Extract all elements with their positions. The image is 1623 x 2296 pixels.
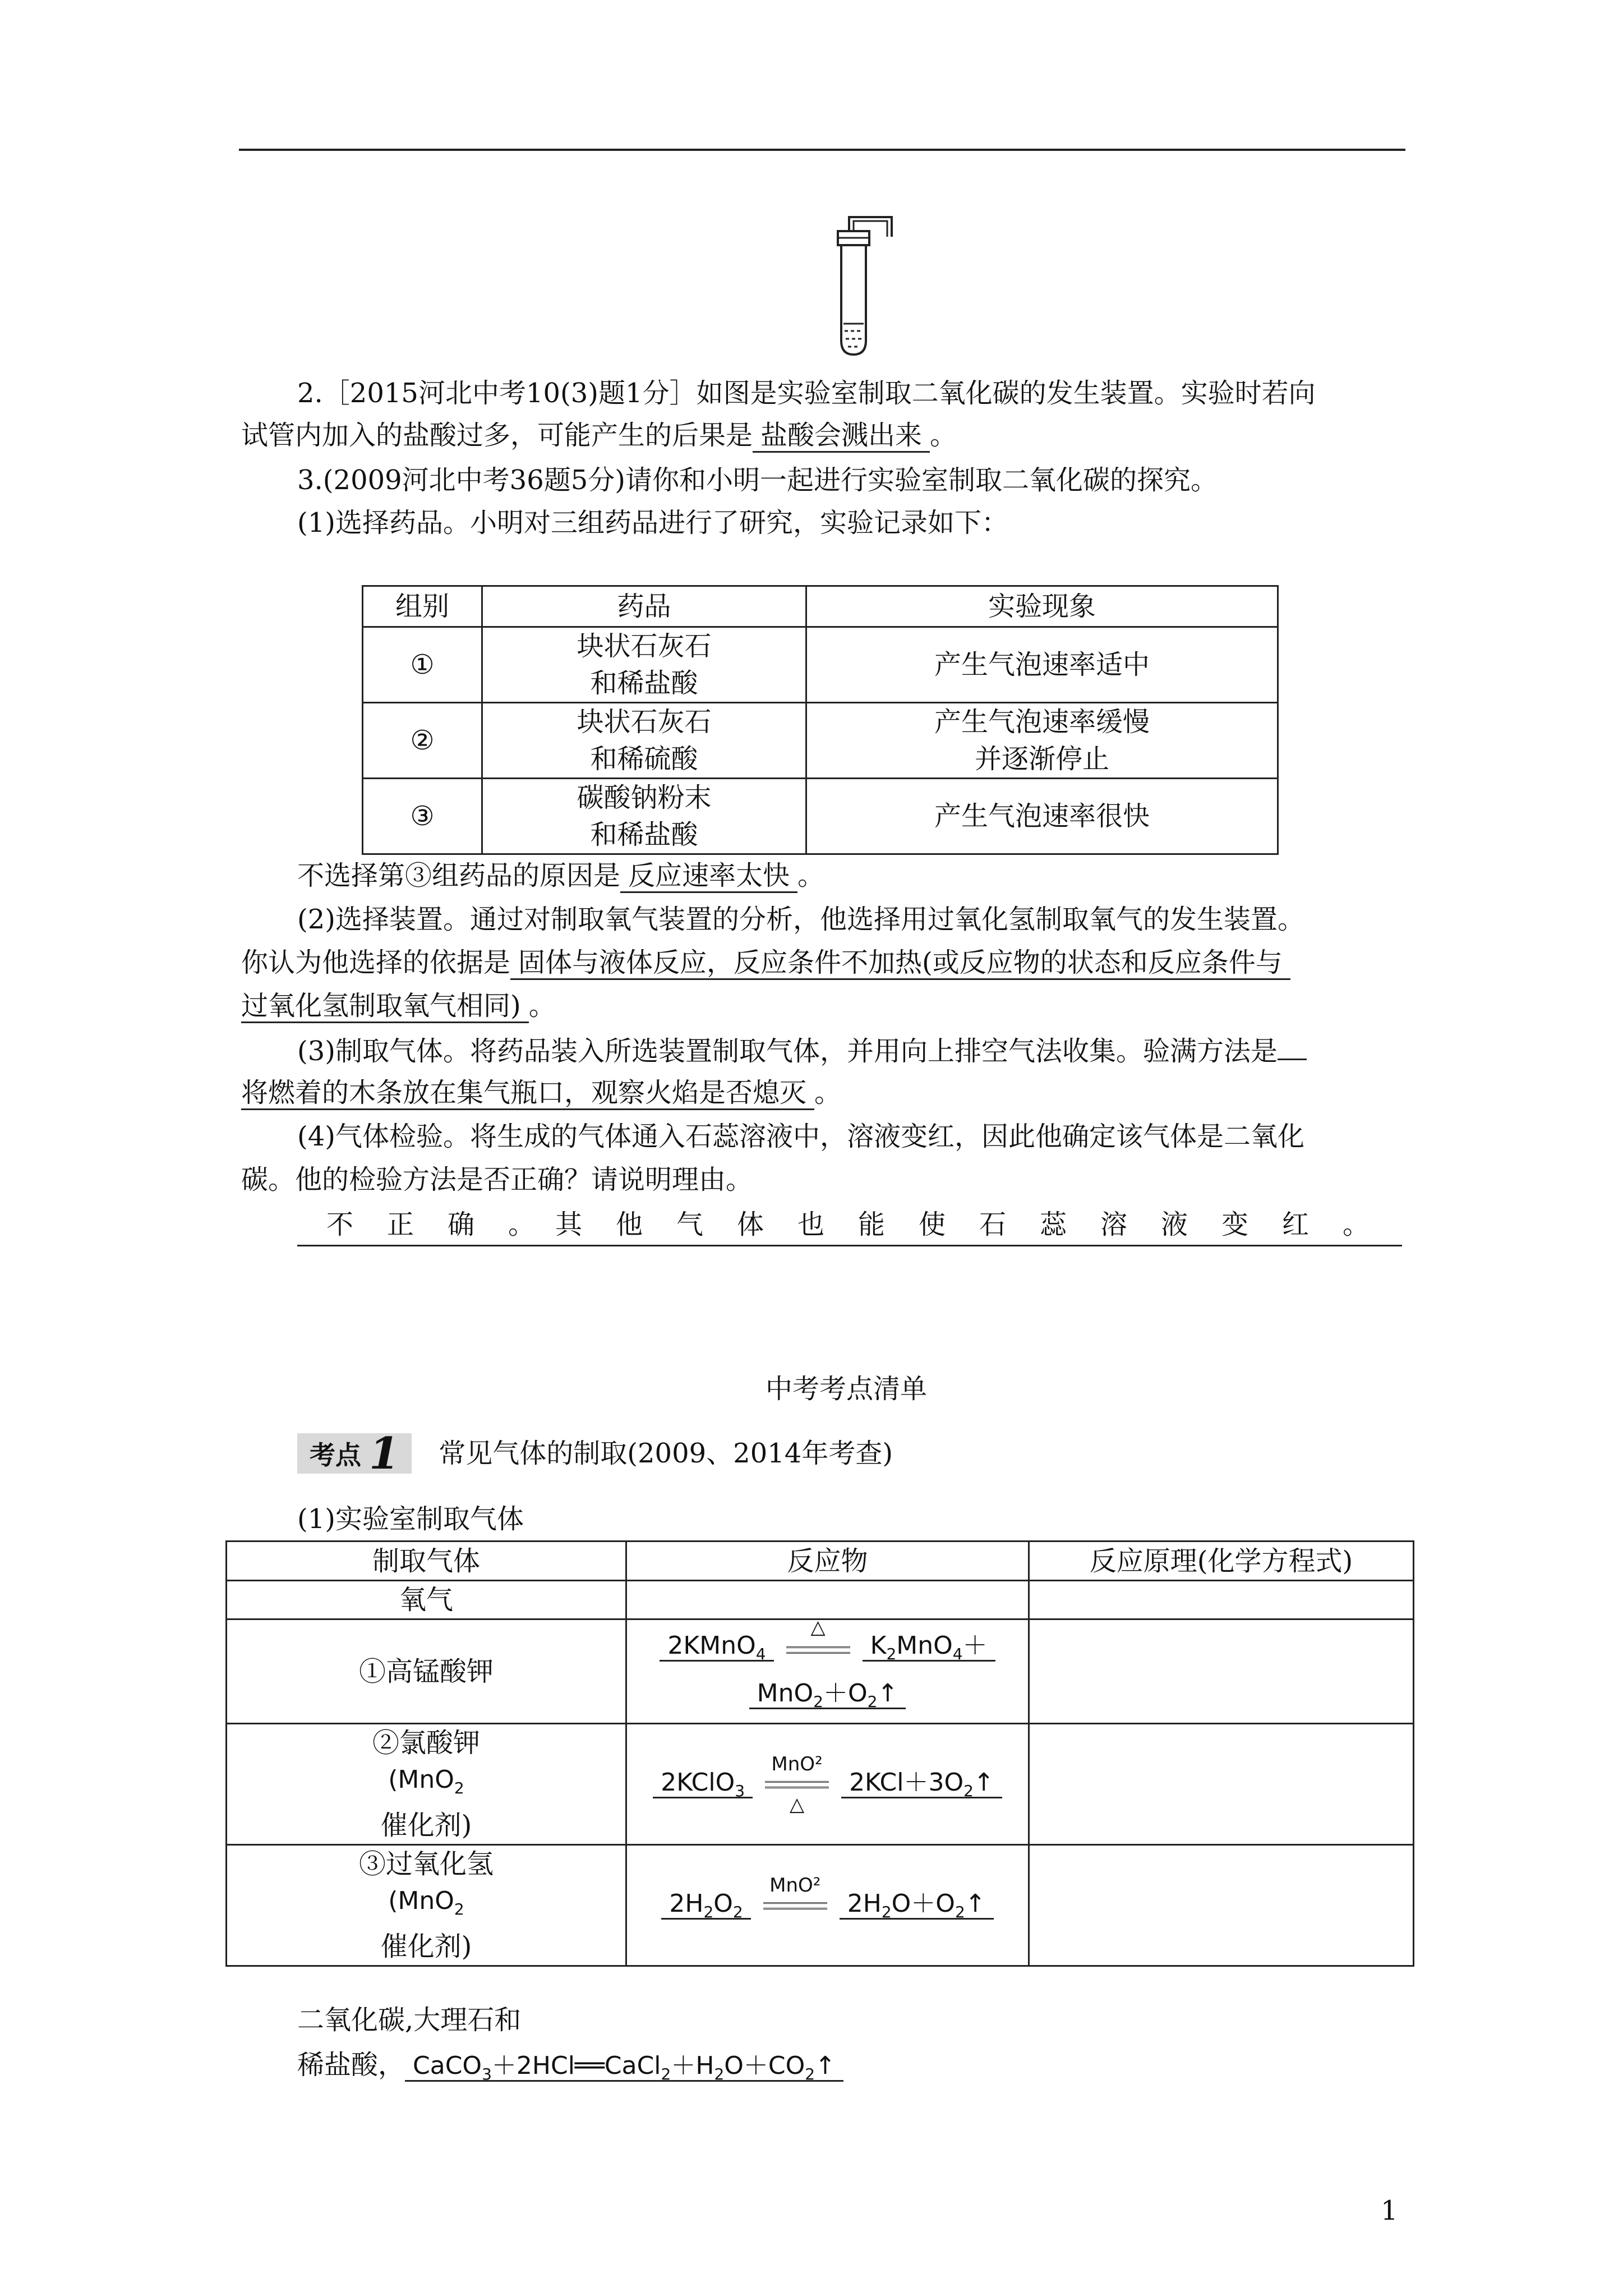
q2-line2 [241,415,957,455]
period: 。 [528,990,556,1022]
cell-drug [482,703,806,779]
section-title: 中考考点清单 [766,1373,928,1405]
eq-term: $2H_2O_2$ [661,1889,750,1920]
drug-line: 和稀盐酸 [590,668,698,699]
period: 。 [797,860,825,891]
gas-prep-table [225,1540,1414,1967]
obs-line: 产生气泡速率缓慢 [934,706,1150,738]
eq-term: $2H_2O+O_2↑$ [840,1889,994,1920]
kd-number: 1 [369,1428,400,1479]
co2-line2-text: 稀盐酸， [297,2049,405,2081]
eq-term: 2KClO$_3$ [653,1768,753,1798]
cell-empty [626,1581,1029,1619]
q3-p4-line2: 碳。他的检验方法是否正确？请说明理由。 [241,1164,753,1195]
q3-p4-answer: 不 正 确 。 其 他 气 体 也 能 使 石 蕊 溶 液 变 红 。 [326,1209,1373,1240]
reaction-condition [759,1874,832,1930]
cell-observation: 产生气泡速率适中 [806,627,1278,703]
q3-p2-line1: (2)选择装置。通过对制取氧气装置的分析，他选择用过氧化氢制取氧气的发生装置。 [297,904,1304,935]
table-row [227,1844,1414,1966]
q3-p2-text: 你认为他选择的依据是 [241,947,511,978]
q2-line1: 2.［2015河北中考10(3)题1分］如图是实验室制取二氧化碳的发生装置。实验时若向 [297,378,1316,409]
gas-line: 催化剂) [380,1930,472,1962]
gas-line [233,1761,620,1807]
cell-equation [626,1724,1029,1845]
co2-line2 [297,2045,843,2095]
kd-badge [297,1428,412,1479]
catalyst-text: (MnO [388,1765,454,1794]
q3-p4-line1: (4)气体检验。将生成的气体通入石蕊溶液中，溶液变红，因此他确定该气体是二氧化 [297,1121,1304,1152]
q3-p3-answer: 将燃着的木条放在集气瓶口，观察火焰是否熄灭 [241,1077,814,1110]
kd-title: 常见气体的制取(2009、2014年考查) [439,1438,893,1469]
drug-line: 块状石灰石 [577,706,712,738]
catalyst-label: MnO² [771,1753,823,1775]
col-header-gas: 制取气体 [227,1542,626,1581]
reaction-condition [760,1753,833,1816]
sub-heading: (1)实验室制取气体 [297,1503,524,1535]
q3-reason-answer: 反应速率太快 [620,860,797,893]
q3-title: 3.(2009河北中考36题5分)请你和小明一起进行实验室制取二氧化碳的探究。 [297,464,1218,496]
col-header-observation: 实验现象 [806,586,1278,627]
catalyst-sub: 2 [454,1899,464,1918]
table-row [363,627,1278,703]
eq-term: $MnO_2+O_2↑$ [749,1679,906,1709]
cell-observation [806,703,1278,779]
catalyst-label: MnO² [769,1874,821,1897]
table-row [227,1542,1414,1581]
table-row [363,703,1278,779]
header-rule [239,149,1405,151]
kd-heading [297,1428,893,1479]
gas-line: 催化剂) [380,1809,472,1841]
q3-reason-line [297,855,824,896]
cell-empty [1029,1619,1414,1724]
cell-gas [227,1844,626,1966]
q3-p3-text: (3)制取气体。将药品装入所选装置制取气体，并用向上排空气法收集。验满方法是 [297,1036,1278,1067]
page-number: 1 [1381,2195,1398,2226]
q3-p2-line3 [241,986,556,1026]
cell-drug [482,627,806,703]
q3-reason-text: 不选择第③组药品的原因是 [297,860,621,891]
co2-line1: 二氧化碳,大理石和 [297,2004,522,2036]
cell-drug [482,779,806,854]
q3-p4-line3 [297,1204,1402,1246]
drug-line: 块状石灰石 [577,631,712,662]
gas-line: ②氯酸钾 [372,1727,480,1759]
reaction-condition [782,1616,855,1672]
cell-group: ② [363,703,482,779]
cell-gas [227,1724,626,1845]
table-row [227,1724,1414,1845]
eq-term: 2KMnO$_4$ [660,1631,773,1662]
col-header-reactants: 反应物 [626,1542,1029,1581]
q3-table [362,585,1279,855]
q3-p1: (1)选择药品。小明对三组药品进行了研究，实验记录如下： [297,507,1008,539]
table-row [227,1619,1414,1724]
q2-end: 。 [930,420,957,451]
gas-line [233,1883,620,1928]
q3-p3-line2 [241,1073,841,1113]
cell-empty [1029,1844,1414,1966]
q3-p2-answer-b: 过氧化氢制取氧气相同) [241,990,529,1023]
q3-p3-line1 [297,1029,1307,1071]
test-tube-figure [824,209,903,360]
heat-symbol: △ [810,1616,826,1639]
q2-answer: 盐酸会溅出来 [753,420,930,453]
catalyst-sub: 2 [454,1778,464,1797]
period: 。 [814,1077,842,1108]
drug-line: 碳酸钠粉末 [577,782,712,813]
cell-equation [626,1844,1029,1966]
cell-group: ③ [363,779,482,854]
equation-line [633,1616,1022,1674]
equation-line [633,1674,1022,1722]
cell-empty [1029,1581,1414,1619]
cell-group: ① [363,627,482,703]
q3-p2-answer-a: 固体与液体反应，反应条件不加热(或反应物的状态和反应条件与 [510,947,1290,980]
catalyst-text: (MnO [388,1886,454,1915]
cell-gas: 氧气 [227,1581,626,1619]
drug-line: 和稀盐酸 [590,819,698,850]
table-row [227,1581,1414,1619]
table-row [363,586,1278,627]
cell-empty [1029,1724,1414,1845]
answer-blank [1278,1029,1307,1060]
kd-label: 考点 [310,1440,361,1470]
cell-equation [626,1616,1029,1724]
eq-term: $K_2MnO_4+$ [863,1631,995,1662]
heat-symbol: △ [789,1793,805,1816]
cell-observation: 产生气泡速率很快 [806,779,1278,854]
cell-gas: ①高锰酸钾 [227,1619,626,1724]
table-row [363,779,1278,854]
col-header-drug: 药品 [482,586,806,627]
drug-line: 和稀硫酸 [590,743,698,775]
q2-line2-text: 试管内加入的盐酸过多，可能产生的后果是 [241,420,753,451]
co2-equation: $CaCO_3+2HCl══CaCl_2+H_2O+CO_2↑$ [405,2051,843,2082]
col-header-principle: 反应原理(化学方程式) [1029,1542,1414,1581]
obs-line: 并逐渐停止 [974,743,1109,775]
eq-term: $2KCl+3O_2↑$ [841,1768,1002,1798]
col-header-group: 组别 [363,586,482,627]
q3-p2-line2 [241,942,1290,983]
gas-line: ③过氧化氢 [358,1848,494,1880]
